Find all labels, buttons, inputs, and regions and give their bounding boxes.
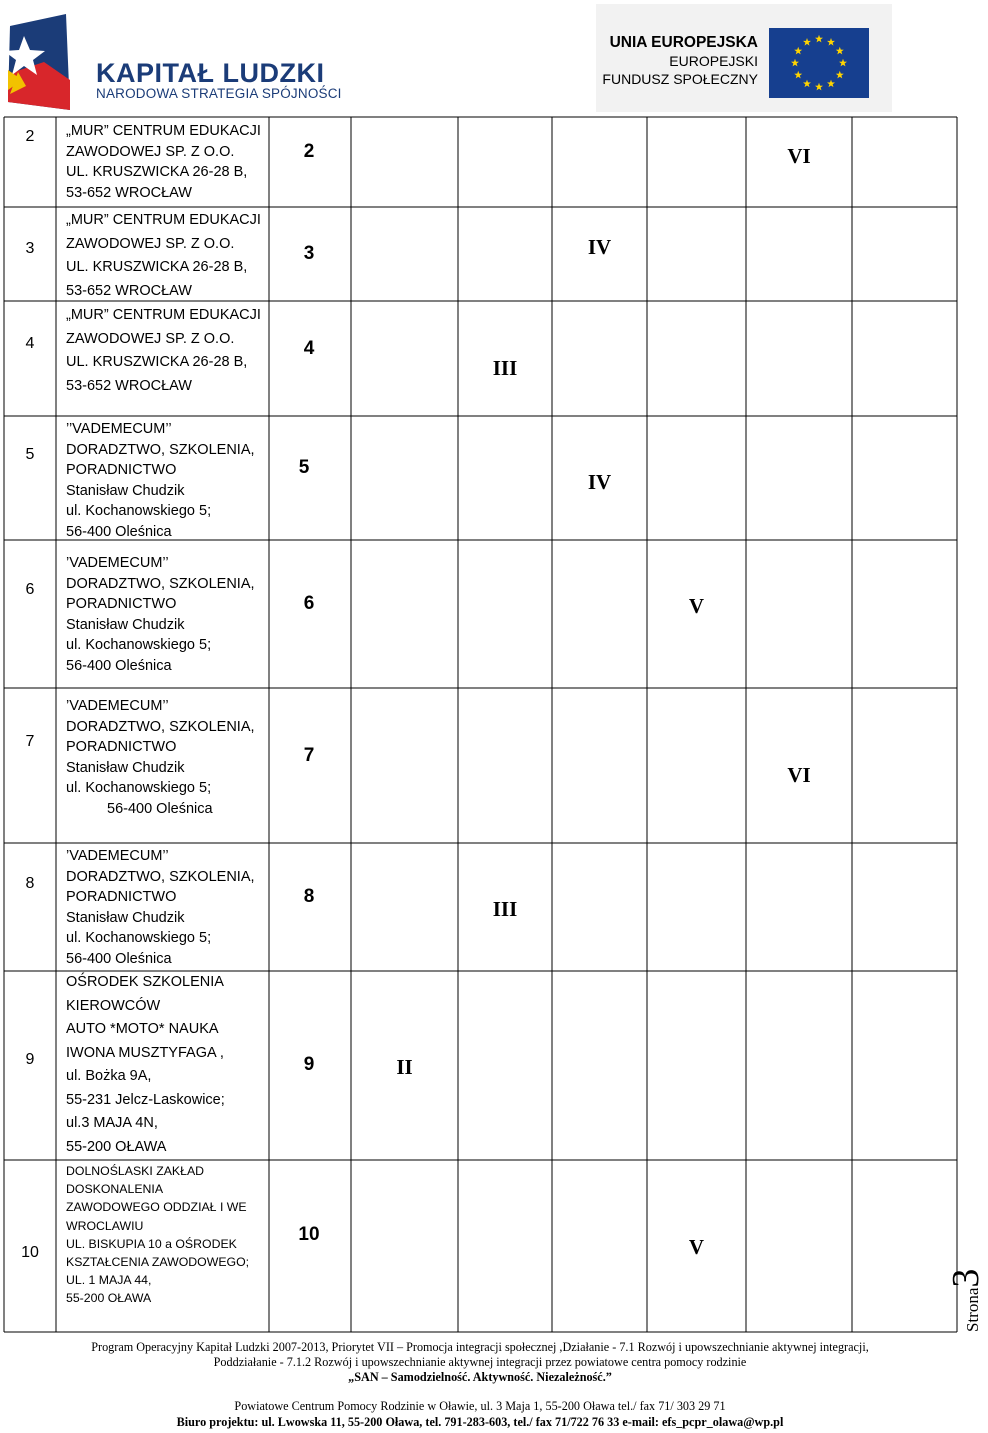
- row-index: 3: [25, 240, 35, 257]
- institution-name-line: ZAWODOWEJ SP. Z O.O.: [66, 235, 235, 252]
- row-index: 4: [25, 335, 35, 352]
- row-index: 5: [25, 446, 35, 463]
- month-roman-mark: III: [492, 897, 518, 921]
- institution-name-line: ZAWODOWEJ SP. Z O.O.: [66, 143, 235, 160]
- institution-name-line: ’VADEMECUM’’: [66, 698, 169, 714]
- institution-name-line: 56-400 Oleśnica: [66, 950, 172, 967]
- institution-name: [66, 1162, 249, 1308]
- institution-name-line: Stanisław Chudzik: [66, 616, 185, 633]
- institution-name-line: 55-231 Jelcz-Laskowice;: [66, 1091, 225, 1108]
- institution-name: [66, 846, 255, 969]
- row-index: 10: [21, 1244, 39, 1261]
- month-roman-mark: IV: [587, 235, 612, 259]
- institution-name-line: 53-652 WROCŁAW: [66, 184, 192, 201]
- institution-name-line: ul. Bożka 9A,: [66, 1068, 152, 1084]
- institution-name-line: DOSKONALENIA: [66, 1182, 164, 1197]
- institution-name-line: OŚRODEK SZKOLENIA: [66, 974, 224, 990]
- institution-name: [66, 304, 261, 398]
- session-number: 6: [303, 593, 315, 614]
- session-number: 5: [298, 457, 310, 478]
- institution-name-line: 56-400 Oleśnica: [66, 657, 172, 674]
- institution-name-line: DORADZTWO, SZKOLENIA,: [66, 575, 255, 592]
- institution-name-line: „MUR” CENTRUM EDUKACJI: [66, 307, 261, 323]
- eu-logo-line2: EUROPEJSKI: [669, 53, 758, 69]
- institution-name-line: DORADZTWO, SZKOLENIA,: [66, 718, 255, 735]
- kapital-ludzki-title: KAPITAŁ LUDZKI: [96, 58, 325, 88]
- kapital-ludzki-subtitle: NARODOWA STRATEGIA SPÓJNOŚCI: [96, 86, 342, 101]
- month-roman-mark: IV: [587, 470, 612, 494]
- institution-name-line: ul. Kochanowskiego 5;: [66, 780, 212, 796]
- month-roman-mark: II: [396, 1055, 413, 1079]
- institution-name: [66, 121, 261, 203]
- row-index: 7: [25, 733, 35, 750]
- institution-name-line: 53-652 WROCŁAW: [66, 377, 192, 394]
- institution-name: [66, 419, 255, 542]
- institution-name-line: IWONA MUSZTYFAGA ,: [66, 1044, 224, 1061]
- row-index: 9: [25, 1051, 35, 1068]
- institution-name-line: „MUR” CENTRUM EDUKACJI: [66, 212, 261, 228]
- row-index: 2: [25, 128, 35, 145]
- institution-name-line: DOLNOŚLASKI ZAKŁAD: [66, 1164, 205, 1178]
- institution-name-line: KSZTAŁCENIA ZAWODOWEGO;: [66, 1255, 250, 1270]
- row-index: 6: [25, 581, 35, 598]
- session-number: 7: [303, 745, 315, 766]
- institution-name-line: DORADZTWO, SZKOLENIA,: [66, 441, 255, 458]
- institution-name-line: ’VADEMECUM’’: [66, 555, 169, 571]
- session-number: 3: [303, 243, 315, 264]
- institution-name-line: ’VADEMECUM’’: [66, 848, 169, 864]
- institution-name-line: UL. KRUSZWICKA 26-28 B,: [66, 259, 248, 275]
- page-number-label: [944, 1269, 988, 1332]
- page-number: 3: [945, 1268, 987, 1288]
- institution-name-line: ZAWODOWEGO ODDZIAŁ I WE: [66, 1200, 247, 1215]
- eu-logo-line1: UNIA EUROPEJSKA: [609, 34, 758, 51]
- institution-name: [66, 553, 255, 676]
- month-roman-mark: VI: [787, 763, 811, 787]
- institution-name-line: UL. KRUSZWICKA 26-28 B,: [66, 354, 248, 370]
- institution-name-line: Stanisław Chudzik: [66, 482, 185, 499]
- session-number: 8: [303, 886, 315, 907]
- row-index: 8: [25, 875, 35, 892]
- institution-name-line: ul.3 MAJA 4N,: [66, 1115, 158, 1131]
- month-roman-mark: VI: [787, 144, 811, 168]
- institution-name-line: „MUR” CENTRUM EDUKACJI: [66, 123, 261, 139]
- footer-program-line: Program Operacyjny Kapitał Ludzki 2007-2013, Priorytet VII – Promocja integracji społecznej ,Działanie - 7.1 Rozwój i upowszechnianie aktywnej integracji,: [91, 1340, 869, 1354]
- month-roman-mark: V: [688, 594, 705, 618]
- institution-name-line: UL. 1 MAJA 44,: [66, 1273, 152, 1288]
- institution-name: [66, 209, 261, 303]
- institution-name-line: ul. Kochanowskiego 5;: [66, 503, 212, 519]
- institution-name-line: PORADNICTWO: [66, 739, 177, 755]
- institution-name-line: KIEROWCÓW: [66, 997, 161, 1014]
- institution-name-line: DORADZTWO, SZKOLENIA,: [66, 868, 255, 885]
- footer-pcpr-address: Powiatowe Centrum Pomocy Rodzinie w Oławie, ul. 3 Maja 1, 55-200 Oława tel./ fax 71/ 303 29 71: [234, 1399, 726, 1413]
- institution-name-line: 56-400 Oleśnica: [66, 523, 172, 540]
- session-number: 4: [303, 338, 315, 359]
- institution-name-line: ’’VADEMECUM’’: [66, 421, 172, 437]
- institution-name-line: 56-400 Oleśnica: [107, 800, 213, 817]
- session-number: 9: [303, 1054, 315, 1075]
- institution-name-line: AUTO *MOTO* NAUKA: [66, 1021, 219, 1037]
- institution-name-line: Stanisław Chudzik: [66, 909, 185, 926]
- month-roman-mark: V: [688, 1235, 705, 1259]
- institution-name-line: Stanisław Chudzik: [66, 759, 185, 776]
- institution-name-line: UL. KRUSZWICKA 26-28 B,: [66, 164, 248, 180]
- month-roman-mark: III: [492, 356, 518, 380]
- institution-name-line: PORADNICTWO: [66, 889, 177, 905]
- eu-logo-line3: FUNDUSZ SPOŁECZNY: [602, 71, 758, 87]
- institution-name-line: 55-200 OŁAWA: [66, 1291, 152, 1306]
- institution-name-line: ul. Kochanowskiego 5;: [66, 930, 212, 946]
- institution-name-line: PORADNICTWO: [66, 462, 177, 478]
- institution-name-line: 53-652 WROCŁAW: [66, 282, 192, 299]
- session-number: 2: [303, 141, 315, 162]
- institution-name-line: ul. Kochanowskiego 5;: [66, 637, 212, 653]
- footer-subaction-line: Poddziałanie - 7.1.2 Rozwój i upowszechnianie aktywnej integracji przez powiatowe centra pomocy rodzinie: [213, 1355, 747, 1369]
- institution-name: [66, 971, 225, 1159]
- footer-project-office: Biuro projektu: ul. Lwowska 11, 55-200 Oława, tel. 791-283-603, tel./ fax 71/722 76 33 e-mail: efs_pcpr_olawa@wp.pl: [176, 1415, 784, 1429]
- institution-name-line: WROCLAWIU: [66, 1218, 144, 1233]
- institution-name-line: PORADNICTWO: [66, 596, 177, 612]
- institution-name: [66, 696, 255, 819]
- institution-name-line: UL. BISKUPIA 10 a OŚRODEK: [66, 1236, 237, 1251]
- page-word: Strona: [963, 1287, 982, 1332]
- institution-name-line: 55-200 OŁAWA: [66, 1138, 167, 1155]
- institution-name-line: ZAWODOWEJ SP. Z O.O.: [66, 330, 235, 347]
- session-number: 10: [298, 1224, 320, 1245]
- footer-project-motto: „SAN – Samodzielność. Aktywność. Niezależność.”: [348, 1370, 612, 1384]
